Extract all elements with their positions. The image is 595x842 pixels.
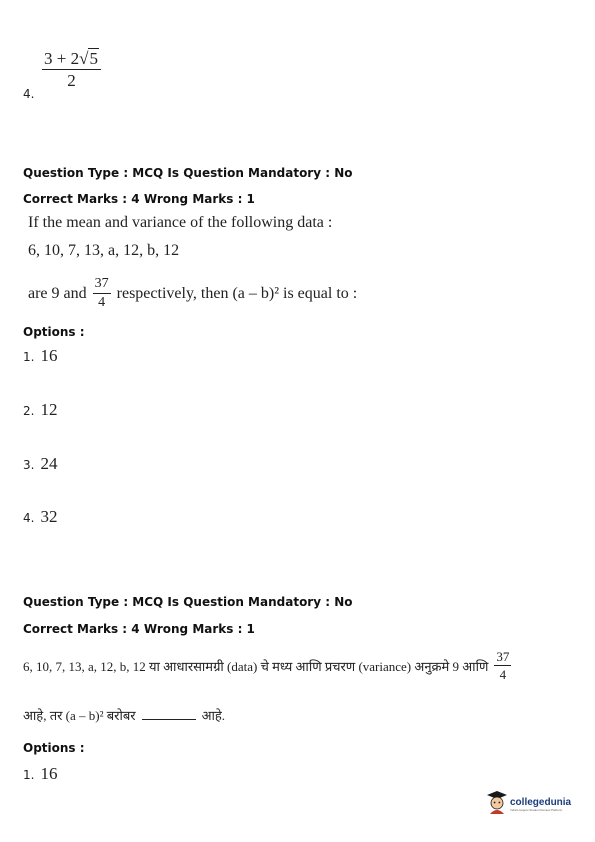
q1-option-3[interactable] — [23, 454, 57, 474]
fraction-denominator: 4 — [98, 295, 106, 310]
q1-text-line3 — [28, 277, 357, 310]
q2-meta-marks: Correct Marks : 4 Wrong Marks : 1 — [23, 622, 255, 636]
option-number: 3. — [23, 458, 35, 472]
fraction-denominator: 2 — [67, 71, 76, 90]
sqrt-symbol: √5 — [79, 49, 98, 68]
fraction-numerator: 37 — [496, 649, 510, 664]
q1-option-4[interactable] — [23, 507, 57, 527]
q1-option-1[interactable] — [23, 346, 57, 366]
option-value: 16 — [40, 346, 58, 365]
answer-blank — [142, 707, 196, 720]
q2-options-label: Options : — [23, 741, 85, 755]
q2-text-pre: आहे, तर (a – b)² बरोबर — [23, 708, 136, 723]
q2-text-line1 — [23, 650, 511, 681]
q1-text-post: respectively, then (a – b)² is equal to : — [116, 284, 358, 302]
q2-option-1[interactable] — [23, 764, 57, 784]
logo-tagline: India's largest Student Review Platform — [510, 807, 563, 812]
q2-text: 6, 10, 7, 13, a, 12, b, 12 या आधारसामग्री (data) चे मध्य आणि प्रचरण (variance) अनुक्रमे 9 आणि — [23, 658, 489, 674]
q1-meta-marks: Correct Marks : 4 Wrong Marks : 1 — [23, 192, 255, 206]
q2-meta-type: Question Type : MCQ Is Question Mandatory : No — [23, 595, 353, 609]
option-number: 1. — [23, 768, 35, 782]
q1-option-2[interactable] — [23, 400, 57, 420]
option-number: 2. — [23, 404, 35, 418]
fraction-numerator: 3 + 2√5 — [42, 50, 101, 70]
option-value: 24 — [40, 454, 58, 473]
q2-text-post: आहे. — [201, 708, 226, 723]
q1-text-line2: 6, 10, 7, 13, a, 12, b, 12 — [28, 242, 180, 259]
option-number: 1. — [23, 350, 35, 364]
option-value: 32 — [40, 507, 58, 526]
q1-fraction — [93, 277, 111, 310]
fraction-denominator: 4 — [499, 667, 507, 682]
prev-option-fraction — [42, 50, 101, 89]
option-number: 4. — [23, 511, 35, 525]
q1-text-pre: are 9 and — [28, 284, 87, 302]
option-value: 12 — [40, 400, 58, 419]
logo-name: collegedunia — [510, 796, 572, 808]
option-value: 16 — [40, 764, 58, 783]
student-mascot-icon — [486, 790, 508, 818]
q1-text-line1: If the mean and variance of the following data : — [28, 214, 333, 231]
q2-fraction — [494, 650, 511, 681]
q1-options-label: Options : — [23, 325, 85, 339]
fraction-numerator: 37 — [93, 277, 111, 294]
q2-text-line2 — [23, 706, 225, 724]
prev-option-value — [42, 50, 101, 89]
collegedunia-logo — [486, 790, 571, 818]
prev-option-number: 4. — [23, 87, 35, 101]
q1-meta-type: Question Type : MCQ Is Question Mandatory : No — [23, 166, 353, 180]
